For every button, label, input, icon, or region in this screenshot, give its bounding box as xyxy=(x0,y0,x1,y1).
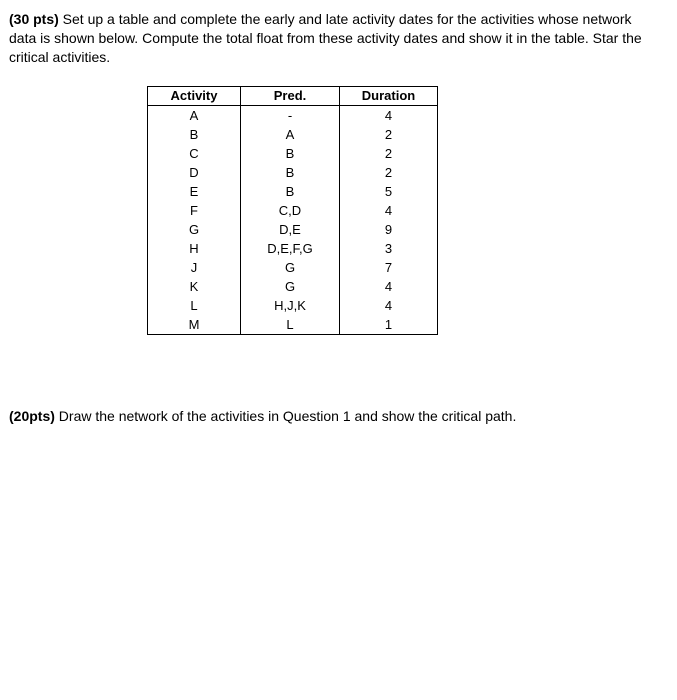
duration-cell: 4 xyxy=(340,201,438,220)
predecessor-cell: G xyxy=(241,258,340,277)
table-row xyxy=(148,106,438,126)
predecessor-cell: D,E,F,G xyxy=(241,239,340,258)
activity-cell: B xyxy=(148,125,241,144)
predecessor-cell: D,E xyxy=(241,220,340,239)
predecessor-cell: B xyxy=(241,144,340,163)
table-row xyxy=(148,220,438,239)
table-row xyxy=(148,277,438,296)
predecessor-cell: H,J,K xyxy=(241,296,340,315)
activity-cell: M xyxy=(148,315,241,335)
table-row xyxy=(148,163,438,182)
predecessor-cell: L xyxy=(241,315,340,335)
table-row xyxy=(148,239,438,258)
activity-network-table xyxy=(147,86,438,335)
question-1-body: Set up a table and complete the early and late activity dates for the activities whose network data is shown below. Compute the total float from these activity dates and show it in the table. Star the critical activities. xyxy=(9,11,642,65)
activity-cell: J xyxy=(148,258,241,277)
duration-cell: 5 xyxy=(340,182,438,201)
question-1-text xyxy=(9,10,649,67)
activity-cell: K xyxy=(148,277,241,296)
duration-cell: 3 xyxy=(340,239,438,258)
activity-cell: L xyxy=(148,296,241,315)
question-2-points: (20pts) xyxy=(9,408,55,424)
header-duration: Duration xyxy=(340,87,438,106)
table-header-row xyxy=(148,87,438,106)
predecessor-cell: C,D xyxy=(241,201,340,220)
header-predecessor: Pred. xyxy=(241,87,340,106)
table-row xyxy=(148,258,438,277)
table-row xyxy=(148,182,438,201)
duration-cell: 4 xyxy=(340,296,438,315)
question-1-points: (30 pts) xyxy=(9,11,59,27)
duration-cell: 4 xyxy=(340,277,438,296)
question-2-text xyxy=(9,407,516,426)
table-row xyxy=(148,125,438,144)
predecessor-cell: A xyxy=(241,125,340,144)
activity-cell: C xyxy=(148,144,241,163)
duration-cell: 1 xyxy=(340,315,438,335)
activity-cell: G xyxy=(148,220,241,239)
question-2-body: Draw the network of the activities in Question 1 and show the critical path. xyxy=(54,408,517,424)
duration-cell: 2 xyxy=(340,144,438,163)
activity-cell: D xyxy=(148,163,241,182)
predecessor-cell: G xyxy=(241,277,340,296)
duration-cell: 9 xyxy=(340,220,438,239)
duration-cell: 4 xyxy=(340,106,438,126)
table-row xyxy=(148,296,438,315)
activity-cell: A xyxy=(148,106,241,126)
predecessor-cell: - xyxy=(241,106,340,126)
activity-cell: H xyxy=(148,239,241,258)
predecessor-cell: B xyxy=(241,182,340,201)
table-row xyxy=(148,201,438,220)
activity-cell: F xyxy=(148,201,241,220)
predecessor-cell: B xyxy=(241,163,340,182)
table-row xyxy=(148,315,438,335)
activity-cell: E xyxy=(148,182,241,201)
duration-cell: 2 xyxy=(340,125,438,144)
header-activity: Activity xyxy=(148,87,241,106)
table-row xyxy=(148,144,438,163)
duration-cell: 7 xyxy=(340,258,438,277)
duration-cell: 2 xyxy=(340,163,438,182)
